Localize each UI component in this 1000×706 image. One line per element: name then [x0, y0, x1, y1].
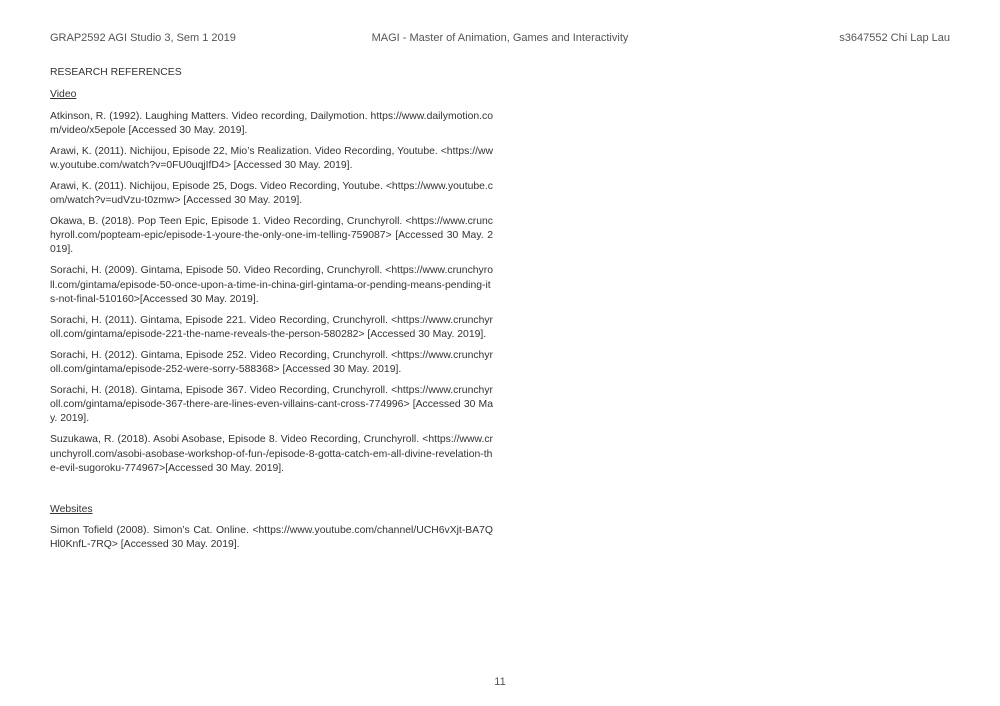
references-content [50, 66, 493, 559]
reference-item: Sorachi, H. (2018). Gintama, Episode 367. Video Recording, Crunchyroll. <https://www.crunchyroll.com/gintama/episode-367-there-are-lines-even-villains-cant-cross-774996> [Accessed 30 May. 2019]. [50, 384, 493, 425]
reference-item: Sorachi, H. (2012). Gintama, Episode 252. Video Recording, Crunchyroll. <https://www.crunchyroll.com/gintama/episode-252-were-sorry-588368> [Accessed 30 May. 2019]. [50, 349, 493, 376]
reference-item: Arawi, K. (2011). Nichijou, Episode 25, Dogs. Video Recording, Youtube. <https://www.youtube.com/watch?v=udVzu-t0zmw> [Accessed 30 May. 2019]. [50, 180, 493, 207]
reference-item: Okawa, B. (2018). Pop Teen Epic, Episode 1. Video Recording, Crunchyroll. <https://www.crunchyroll.com/popteam-epic/episode-1-youre-the-only-one-im-telling-759087> [Accessed 30 May. 2019]. [50, 215, 493, 256]
header-program: MAGI - Master of Animation, Games and Interactivity [371, 32, 629, 44]
reference-item: Atkinson, R. (1992). Laughing Matters. Video recording, Dailymotion. https://www.dailymotion.com/video/x5epole [Accessed 30 May. 2019]. [50, 110, 493, 136]
header-student: s3647552 Chi Lap Lau [839, 32, 950, 44]
reference-item: Suzukawa, R. (2018). Asobi Asobase, Episode 8. Video Recording, Crunchyroll. <https://www.crunchyroll.com/asobi-asobase-workshop-of-fun-/episode-8-gotta-catch-em-all-divine-revelation-the-evil-sugoroku-774967>[Accessed 30 May. 2019]. [50, 434, 493, 474]
reference-item: Simon Tofield (2008). Simon’s Cat. Online. <https://www.youtube.com/channel/UCH6vXjt-BA7QHl0KnfL-7RQ> [Accessed 30 May. 2019]. [50, 524, 493, 551]
section-title: RESEARCH REFERENCES [50, 67, 182, 78]
page-header [50, 32, 950, 48]
reference-item: Sorachi, H. (2009). Gintama, Episode 50. Video Recording, Crunchyroll. <https://www.crunchyroll.com/gintama/episode-50-once-upon-a-time-in-china-girl-gintama-or-pending-means-pending-its-not-final-510160>[Accessed 30 May. 2019]. [50, 265, 493, 305]
websites-heading: Websites [50, 503, 93, 515]
section-spacer [50, 483, 493, 503]
page-number: 11 [494, 676, 506, 688]
reference-item: Sorachi, H. (2011). Gintama, Episode 221. Video Recording, Crunchyroll. <https://www.crunchyroll.com/gintama/episode-221-the-name-reveals-the-person-580282> [Accessed 30 May. 2019]. [50, 314, 493, 340]
video-heading: Video [50, 89, 77, 101]
header-course: GRAP2592 AGI Studio 3, Sem 1 2019 [50, 32, 236, 44]
reference-item: Arawi, K. (2011). Nichijou, Episode 22, Mio’s Realization. Video Recording, Youtube. <https://www.youtube.com/watch?v=0FU0uqjIfD4> [Accessed 30 May. 2019]. [50, 145, 493, 171]
